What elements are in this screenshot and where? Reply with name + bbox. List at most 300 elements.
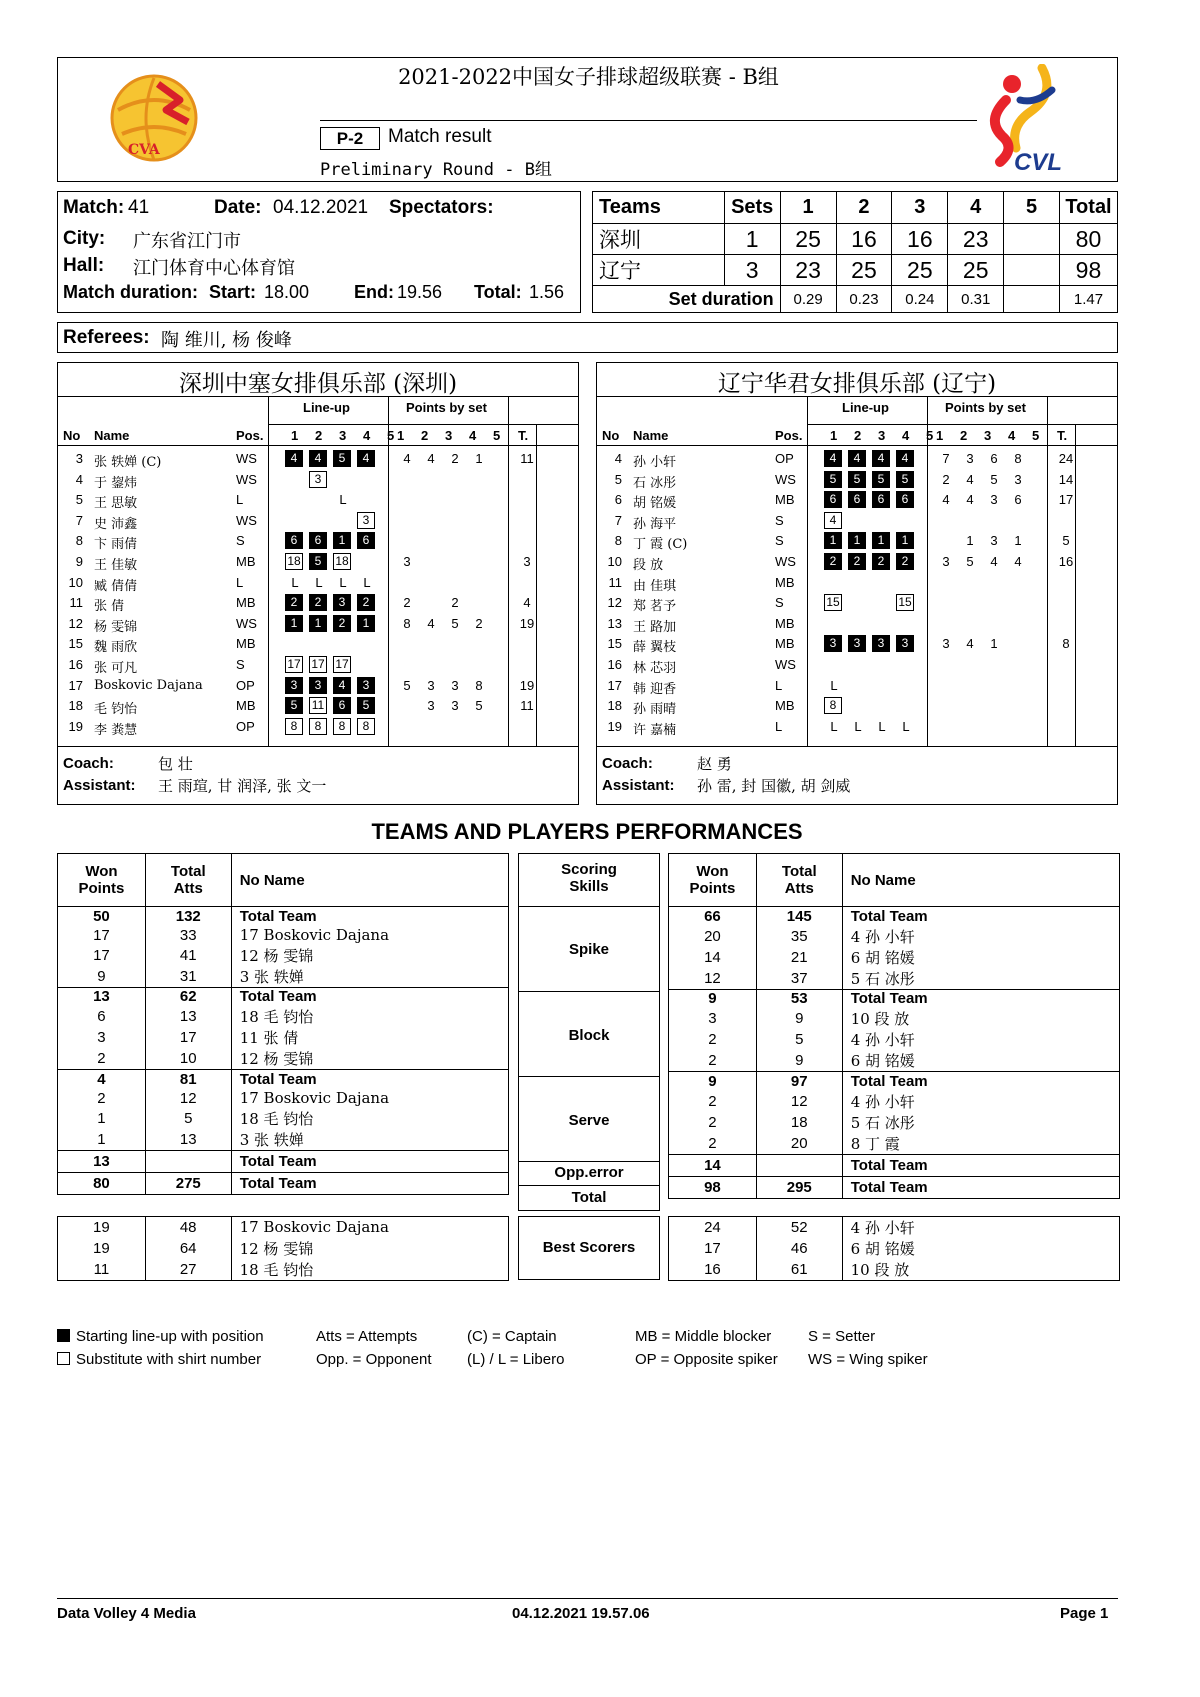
total-label: Total:: [474, 282, 522, 302]
won-points: 3: [58, 1027, 146, 1048]
won-points: 13: [58, 1150, 146, 1172]
player-position: L: [775, 718, 783, 734]
player-row: [58, 449, 578, 470]
player-position: WS: [775, 554, 796, 569]
performance-title: TEAMS AND PLAYERS PERFORMANCES: [371, 819, 803, 844]
player-position: S: [775, 533, 784, 549]
substitute-number: 17: [333, 656, 351, 673]
player-number: 10: [607, 554, 622, 569]
player-number: 5: [614, 471, 622, 487]
starting-position: 2: [333, 615, 351, 632]
won-points: 2: [669, 1029, 757, 1050]
player-number: 7: [614, 512, 622, 528]
set-points: 3: [990, 492, 998, 508]
player-name: 张 可凡: [94, 661, 138, 676]
starting-position: 1: [309, 615, 327, 632]
best-scorers-cell: [518, 1216, 660, 1280]
player-position: WS: [236, 512, 257, 528]
total-atts: 53: [756, 989, 842, 1008]
lineup-set-header: 4: [902, 428, 910, 443]
won-points: 66: [669, 907, 757, 926]
player-name: 林 芯羽: [633, 661, 677, 676]
skills-column: [518, 853, 660, 1211]
points-header: Points by set: [945, 400, 1026, 415]
player-row: [597, 552, 1117, 573]
player-label: 10 段 放: [842, 1008, 1119, 1029]
total-atts: 64: [145, 1238, 231, 1259]
set-score: 16: [892, 224, 948, 255]
starting-position: 6: [824, 491, 842, 508]
player-name: 卞 雨倩: [94, 537, 138, 553]
skill-label: Block: [568, 1027, 610, 1044]
substitute-number: 8: [357, 718, 375, 735]
player-total-points: 3: [523, 554, 531, 569]
player-number: 7: [75, 512, 83, 528]
best-scorer-row: [58, 1238, 509, 1259]
performance-row: [669, 1072, 1120, 1091]
points-set-header: 1: [936, 428, 944, 443]
player-name: 薛 翼枝: [633, 640, 677, 656]
libero-mark: L: [315, 574, 323, 590]
won-points: 2: [669, 1091, 757, 1112]
player-position: MB: [236, 554, 256, 569]
won-points: 4: [58, 1070, 146, 1089]
total-atts: 10: [145, 1048, 231, 1070]
starting-position: 1: [285, 615, 303, 632]
total-atts: 132: [145, 907, 231, 926]
won-points: 50: [58, 907, 146, 926]
player-position: MB: [775, 636, 795, 652]
referees: [57, 322, 1118, 353]
best-scorer-row: [669, 1238, 1120, 1259]
won-points: 9: [58, 966, 146, 988]
sets-won: 3: [724, 255, 780, 286]
best-scorer-row: [58, 1217, 509, 1238]
won-points: 20: [669, 926, 757, 947]
player-row: [597, 676, 1117, 697]
legend-ws: WS = Wing spiker: [808, 1351, 928, 1368]
player-label: Total Team: [231, 907, 508, 926]
skills-divider: [519, 991, 659, 992]
pos-header: Pos.: [236, 428, 264, 443]
starting-position: 2: [357, 594, 375, 611]
player-name: 丁 霞 (C): [633, 537, 688, 553]
player-row: [597, 490, 1117, 511]
substitute-number: 11: [309, 697, 327, 714]
player-number: 10: [68, 574, 83, 590]
set-points: 6: [1014, 492, 1022, 508]
starting-position: 2: [896, 553, 914, 570]
team-full-name: 深圳中塞女排俱乐部 (深圳): [178, 371, 458, 397]
player-label: 4 孙 小轩: [842, 1091, 1119, 1112]
player-name: 王 路加: [633, 619, 677, 635]
starting-position: 3: [824, 635, 842, 652]
won-points: 19: [58, 1217, 146, 1238]
set-points: 4: [966, 471, 974, 487]
name-header: Name: [633, 428, 669, 443]
no-header: No: [602, 428, 620, 443]
player-label: 5 石 冰彤: [842, 968, 1119, 990]
libero-mark: L: [830, 677, 838, 693]
player-position: L: [775, 677, 783, 693]
starting-position: 6: [872, 491, 890, 508]
player-name: 张 倩: [94, 599, 125, 615]
substitute-number: 8: [309, 718, 327, 735]
hall-label: Hall:: [63, 255, 105, 276]
player-position: OP: [236, 718, 255, 734]
roster-divider: [597, 396, 1117, 397]
legend-opp: Opp. = Opponent: [316, 1351, 432, 1368]
player-name: 史 沛鑫: [94, 516, 138, 532]
substitute-number: 18: [333, 553, 351, 570]
player-row: [58, 511, 578, 532]
set-points: 1: [966, 533, 974, 549]
set-score: [1004, 224, 1060, 255]
player-total-points: 11: [520, 451, 534, 466]
coach-divider: [597, 746, 1117, 747]
player-number: 18: [68, 698, 83, 714]
won-points: 11: [58, 1259, 146, 1281]
starting-position: 5: [848, 471, 866, 488]
skills-divider: [519, 1185, 659, 1186]
title-divider: [320, 120, 977, 121]
player-name: 许 嘉楠: [633, 722, 677, 738]
player-label: 12 杨 雯锦: [231, 1238, 508, 1259]
player-row: [58, 531, 578, 552]
set-points: 3: [403, 554, 411, 569]
score-header: Sets: [724, 192, 780, 224]
no-name-header: No Name: [231, 854, 508, 907]
end-label: End:: [354, 282, 394, 302]
starting-position: 5: [824, 471, 842, 488]
won-points: 17: [58, 926, 146, 945]
player-position: S: [236, 533, 245, 549]
set-points: 7: [942, 451, 950, 466]
player-position: OP: [236, 677, 255, 693]
total-atts: 41: [145, 945, 231, 966]
starting-position: 3: [285, 677, 303, 694]
player-row: [58, 593, 578, 614]
player-name: 胡 铭媛: [633, 496, 677, 512]
starting-position: 3: [896, 635, 914, 652]
points-set-header: 2: [421, 428, 429, 443]
total-atts: 37: [756, 968, 842, 990]
score-header: 1: [780, 192, 836, 224]
won-points: 9: [669, 1072, 757, 1091]
starting-position: 2: [824, 553, 842, 570]
lineup-header: Line-up: [842, 400, 889, 415]
performance-row: [58, 907, 509, 926]
player-position: S: [236, 657, 245, 672]
skills-divider: [519, 1161, 659, 1162]
won-points: 16: [669, 1259, 757, 1281]
player-row: [597, 470, 1117, 491]
player-label: 10 段 放: [842, 1259, 1119, 1281]
roster-team-b: [596, 362, 1118, 805]
player-position: WS: [775, 471, 796, 487]
skill-label: Opp.error: [554, 1164, 624, 1181]
performance-row: [58, 1070, 509, 1089]
opp-row: [58, 1150, 509, 1172]
player-row: [58, 614, 578, 635]
player-label: 3 张 轶婵: [231, 1129, 508, 1151]
total-atts: 275: [145, 1172, 231, 1194]
match-info: [57, 191, 581, 313]
starting-position: 3: [848, 635, 866, 652]
skill-label: Total: [571, 1189, 607, 1206]
player-label: 3 张 轶婵: [231, 966, 508, 988]
set-points: 2: [942, 471, 950, 487]
player-position: S: [775, 595, 784, 611]
page-code: P-2: [320, 127, 380, 150]
skill-label: Spike: [568, 941, 610, 958]
set-score: 25: [836, 255, 892, 286]
performance-row: [669, 1050, 1120, 1072]
player-name: 毛 钧怡: [94, 702, 138, 718]
player-total-points: 17: [1058, 492, 1074, 508]
player-row: [58, 490, 578, 511]
player-number: 9: [75, 554, 83, 569]
total-atts: [756, 1154, 842, 1176]
substitute-number: 8: [824, 697, 842, 714]
player-name: 孙 雨晴: [633, 702, 677, 718]
player-row: [597, 593, 1117, 614]
player-number: 11: [69, 595, 83, 611]
player-number: 19: [607, 718, 622, 734]
set-points: 8: [403, 615, 411, 631]
performance-row: [669, 989, 1120, 1008]
set-points: 4: [1014, 554, 1022, 569]
footer-timestamp: 04.12.2021 19.57.06: [512, 1605, 650, 1622]
lineup-set-header: 5: [926, 428, 934, 443]
round-label: Preliminary Round - B组: [320, 160, 552, 180]
won-points: 14: [669, 947, 757, 968]
player-label: 17 Boskovic Dajana: [231, 926, 508, 945]
set-score: [1004, 255, 1060, 286]
starting-position: 5: [309, 553, 327, 570]
set-duration-row: [593, 286, 1118, 313]
set-points: 3: [942, 636, 950, 652]
player-label: 17 Boskovic Dajana: [231, 1217, 508, 1238]
performance-row: [669, 926, 1120, 947]
performance-header-row: [669, 854, 1120, 907]
total-atts: 12: [145, 1089, 231, 1108]
coach-label: Coach:: [602, 755, 653, 772]
substitute-number: 4: [824, 512, 842, 529]
starting-position: 6: [848, 491, 866, 508]
libero-mark: L: [363, 574, 371, 590]
points-set-header: 3: [984, 428, 992, 443]
won-points: 1: [58, 1108, 146, 1129]
set-points: 5: [475, 698, 483, 714]
starting-position: 2: [848, 553, 866, 570]
header-divider: [58, 445, 578, 446]
set-points: 6: [990, 451, 998, 466]
won-points: 9: [669, 989, 757, 1008]
player-label: 4 孙 小轩: [842, 1217, 1119, 1239]
set-points: 5: [451, 615, 459, 631]
player-label: 5 石 冰彤: [842, 1112, 1119, 1133]
player-number: 18: [607, 698, 622, 714]
performance-row: [58, 987, 509, 1006]
performance-row: [58, 945, 509, 966]
no-name-header: No Name: [842, 854, 1119, 907]
lineup-set-header: 5: [387, 428, 395, 443]
total-row: [669, 1176, 1120, 1198]
set-score: 25: [780, 224, 836, 255]
total-atts: 62: [145, 987, 231, 1006]
set-score: 23: [780, 255, 836, 286]
score-header: 2: [836, 192, 892, 224]
player-label: Total Team: [231, 987, 508, 1006]
set-points: 8: [475, 677, 483, 693]
libero-mark: L: [830, 718, 838, 734]
player-number: 13: [607, 615, 622, 631]
player-position: MB: [236, 698, 256, 714]
set-points: 4: [942, 492, 950, 508]
player-label: Total Team: [842, 989, 1119, 1008]
set-points: 3: [942, 554, 950, 569]
skills-label: Skills: [569, 878, 609, 895]
starting-position: 1: [333, 532, 351, 549]
points-set-header: 4: [1008, 428, 1016, 443]
won-points-header: [58, 854, 146, 907]
starting-position: 3: [333, 594, 351, 611]
set-points: 4: [427, 615, 435, 631]
score-table: [592, 191, 1118, 313]
score-header: 5: [1004, 192, 1060, 224]
player-position: OP: [775, 451, 794, 466]
player-name: 张 轶婵 (C): [94, 455, 162, 470]
set-points: 1: [475, 451, 483, 466]
libero-mark: L: [291, 574, 299, 590]
starting-position: 6: [285, 532, 303, 549]
won-points-header: [669, 854, 757, 907]
player-total-points: 11: [520, 698, 534, 714]
player-row: [58, 676, 578, 697]
starting-position: 3: [309, 677, 327, 694]
scoring-skills-header: [519, 861, 659, 895]
starting-position: 5: [896, 471, 914, 488]
roster-team-a: [57, 362, 579, 805]
set-points: 3: [966, 451, 974, 466]
player-label: Total Team: [231, 1172, 508, 1194]
set-points: 2: [403, 595, 411, 611]
pos-header: Pos.: [775, 428, 803, 443]
total-atts: 31: [145, 966, 231, 988]
starting-position: 5: [333, 450, 351, 467]
player-number: 8: [75, 533, 83, 549]
opp-row: [669, 1154, 1120, 1176]
performance-row: [58, 926, 509, 945]
performance-table-b: [668, 853, 1120, 1199]
total-atts: 5: [756, 1029, 842, 1050]
set-duration: [1004, 286, 1060, 313]
player-name: 由 佳琪: [633, 578, 677, 594]
starting-position: 4: [333, 677, 351, 694]
points-header: Points by set: [406, 400, 487, 415]
score-row-liaoning: [593, 255, 1118, 286]
total-atts-header: [145, 854, 231, 907]
total-atts: 13: [145, 1129, 231, 1151]
player-name: 郑 茗予: [633, 599, 677, 615]
total-atts: 5: [145, 1108, 231, 1129]
player-label: 6 胡 铭媛: [842, 1238, 1119, 1259]
legend-op: OP = Opposite spiker: [635, 1351, 778, 1368]
set-points: 2: [475, 615, 483, 631]
player-position: MB: [775, 574, 795, 590]
player-label: 18 毛 钧怡: [231, 1259, 508, 1281]
total-atts: 18: [756, 1112, 842, 1133]
atts-label: Atts: [784, 880, 814, 897]
player-name: 石 冰彤: [633, 475, 677, 491]
points-set-header: 5: [1032, 428, 1040, 443]
performance-row: [669, 1029, 1120, 1050]
set-points: 4: [427, 451, 435, 466]
match-result-label: Match result: [388, 126, 492, 147]
score-header-row: [593, 192, 1118, 224]
substitute-number: 17: [309, 656, 327, 673]
player-label: 4 孙 小轩: [842, 1029, 1119, 1050]
player-row: [597, 717, 1117, 738]
roster-divider: [58, 396, 578, 397]
substitute-square-icon: [57, 1352, 70, 1365]
player-label: Total Team: [231, 1150, 508, 1172]
player-label: 12 杨 雯锦: [231, 1048, 508, 1070]
substitute-number: 15: [824, 594, 842, 611]
no-header: No: [63, 428, 81, 443]
set-points: 4: [966, 636, 974, 652]
start-time: 18.00: [264, 282, 310, 302]
lineup-set-header: 1: [291, 428, 299, 443]
total-atts: 52: [756, 1217, 842, 1239]
total-atts: 48: [145, 1217, 231, 1238]
player-row: [597, 696, 1117, 717]
player-name: 李 粪慧: [94, 722, 138, 738]
player-position: MB: [775, 492, 795, 508]
performance-row: [58, 1048, 509, 1070]
player-label: 17 Boskovic Dajana: [231, 1089, 508, 1108]
match-label: Match:: [63, 197, 125, 218]
starting-position: 4: [872, 450, 890, 467]
header-divider: [268, 424, 578, 425]
lineup-header: Line-up: [303, 400, 350, 415]
report-header: [57, 57, 1118, 182]
won-points: 80: [58, 1172, 146, 1194]
total-atts: 20: [756, 1133, 842, 1155]
starting-position: 5: [357, 697, 375, 714]
set-duration: 0.24: [892, 286, 948, 313]
total-atts: 17: [145, 1027, 231, 1048]
won-points: 98: [669, 1176, 757, 1198]
performance-row: [669, 907, 1120, 926]
skill-label: Serve: [568, 1112, 610, 1129]
total-atts: [145, 1150, 231, 1172]
set-duration: 1.47: [1059, 286, 1117, 313]
total-atts: 81: [145, 1070, 231, 1089]
performance-row: [669, 1008, 1120, 1029]
player-row: [58, 634, 578, 655]
lineup-set-header: 3: [339, 428, 347, 443]
libero-mark: L: [339, 492, 347, 508]
set-points: 5: [990, 471, 998, 487]
player-row: [58, 470, 578, 491]
player-position: MB: [236, 636, 256, 652]
won-points: 3: [669, 1008, 757, 1029]
player-number: 15: [607, 636, 622, 652]
set-points: 3: [451, 677, 459, 693]
set-score: 23: [948, 224, 1004, 255]
